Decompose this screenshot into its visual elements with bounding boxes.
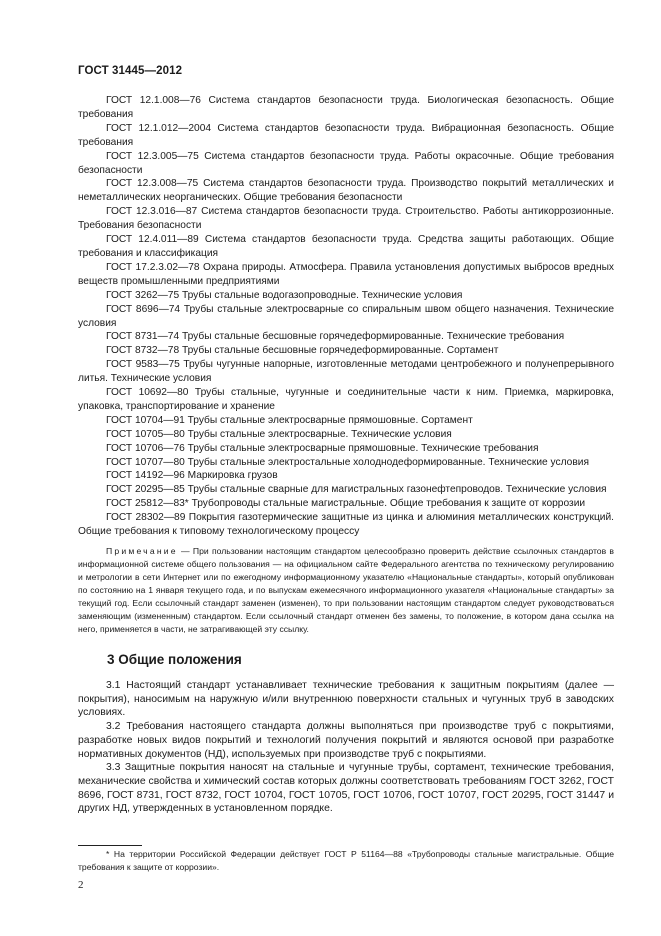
reference-item: ГОСТ 12.3.016—87 Система стандартов безопасности труда. Строительство. Работы антикоррозионные. Требования безопасности bbox=[78, 206, 614, 232]
section-3-title: 3 Общие положения bbox=[107, 652, 242, 667]
clause-3-2: 3.2 Требования настоящего стандарта должны выполняться при производстве труб с покрытиями, разработке новых видов покрытий и технологий получения покрытий и являются основой при разработке нормативных документов (НД), используемых при производстве труб с покрытиями. bbox=[78, 721, 614, 760]
clause-3-3: 3.3 Защитные покрытия наносят на стальные и чугунные трубы, сортамент, технические требования, механические свойства и химический состав которых должны соответствовать требованиям ГОСТ 3262, ГОСТ 8696, ГОСТ 8731, ГОСТ 8732, ГОСТ 10704, ГОСТ 10705, ГОСТ 10706, ГОСТ 10707, ГОСТ 20295, ГОСТ 31447 и других НД, утвержденных в установленном порядке. bbox=[78, 762, 614, 815]
reference-item: ГОСТ 9583—75 Трубы чугунные напорные, изготовленные методами центробежного и полунепрерывного литья. Технические условия bbox=[78, 359, 614, 385]
reference-item: ГОСТ 17.2.3.02—78 Охрана природы. Атмосфера. Правила установления допустимых выбросов вредных веществ промышленными предприятиями bbox=[78, 261, 614, 287]
reference-item: ГОСТ 8696—74 Трубы стальные электросварные со спиральным швом общего назначения. Технические условия bbox=[78, 303, 614, 329]
reference-item: ГОСТ 10692—80 Трубы стальные, чугунные и соединительные части к ним. Приемка, маркировка, упаковка, транспортирование и хранение bbox=[78, 387, 614, 412]
page-number: 2 bbox=[78, 879, 84, 891]
reference-item: ГОСТ 25812—83* Трубопроводы стальные магистральные. Общие требования к защите от коррозии bbox=[106, 498, 586, 510]
reference-item: ГОСТ 28302—89 Покрытия газотермические защитные из цинка и алюминия металлических конструкций. Общие требования к типовому технологическому процессу bbox=[78, 512, 614, 538]
page-header-standard-id: ГОСТ 31445—2012 bbox=[78, 65, 183, 77]
footnote-separator bbox=[78, 845, 142, 846]
reference-item: ГОСТ 10705—80 Трубы стальные электросварные. Технические условия bbox=[106, 428, 452, 440]
reference-item: ГОСТ 10707—80 Трубы стальные электростальные холоднодеформированные. Технические условия bbox=[106, 456, 589, 468]
note-label: Примечание bbox=[106, 546, 178, 556]
clause-3-1: 3.1 Настоящий стандарт устанавливает технические требования к защитным покрытиям (далее — покрытия), наносимым на наружную и/или внутреннюю поверхности стальных и чугунных труб в заводских условиях. bbox=[78, 680, 614, 719]
reference-item: ГОСТ 12.3.005—75 Система стандартов безопасности труда. Работы окрасочные. Общие требования безопасности bbox=[78, 150, 614, 176]
footnote: * На территории Российской Федерации действует ГОСТ Р 51164—88 «Трубопроводы стальные магистральные. Общие требования к защите от коррозии». bbox=[78, 849, 614, 872]
reference-item: ГОСТ 8732—78 Трубы стальные бесшовные горячедеформированные. Сортамент bbox=[106, 345, 499, 357]
reference-item: ГОСТ 12.3.008—75 Система стандартов безопасности труда. Производство покрытий металлических и неметаллических неорганических. Общие требования безопасности bbox=[78, 178, 614, 204]
reference-item: ГОСТ 3262—75 Трубы стальные водогазопроводные. Технические условия bbox=[106, 289, 463, 301]
reference-item: ГОСТ 20295—85 Трубы стальные сварные для магистральных газонефтепроводов. Технические условия bbox=[106, 484, 607, 496]
section-3-body bbox=[78, 679, 614, 816]
note-text: — При пользовании настоящим стандартом целесообразно проверить действие ссылочных стандартов в информационной системе общего пользования — на официальном сайте Федерального агентства по техническому регулированию и метрологии в сети Интернет или по ежегодному информационному указателю «Национальные стандарты», который опубликован по состоянию на 1 января текущего года, и по выпускам ежемесячного информационного указателя «Национальные стандарты» за текущий год. Если ссылочный стандарт заменен (изменен), то при пользовании настоящим стандартом следует руководствоваться заменяющим (измененным) стандартом. Если ссылочный стандарт отменен без замены, то положение, в котором дана ссылка на него, применяется в части, не затрагивающей эту ссылку. bbox=[78, 546, 614, 634]
reference-note bbox=[78, 545, 614, 636]
normative-references-list bbox=[78, 94, 614, 539]
reference-item: ГОСТ 10704—91 Трубы стальные электросварные прямошовные. Сортамент bbox=[106, 414, 473, 426]
reference-item: ГОСТ 12.1.012—2004 Система стандартов безопасности труда. Вибрационная безопасность. Общие требования bbox=[78, 122, 614, 148]
reference-item: ГОСТ 14192—96 Маркировка грузов bbox=[106, 470, 278, 482]
reference-item: ГОСТ 10706—76 Трубы стальные электросварные прямошовные. Технические требования bbox=[106, 442, 539, 454]
reference-item: ГОСТ 8731—74 Трубы стальные бесшовные горячедеформированные. Технические требования bbox=[106, 331, 565, 343]
reference-item: ГОСТ 12.4.011—89 Система стандартов безопасности труда. Средства защиты работающих. Общие требования и классификация bbox=[78, 234, 614, 259]
reference-item: ГОСТ 12.1.008—76 Система стандартов безопасности труда. Биологическая безопасность. Общие требования bbox=[78, 95, 614, 120]
